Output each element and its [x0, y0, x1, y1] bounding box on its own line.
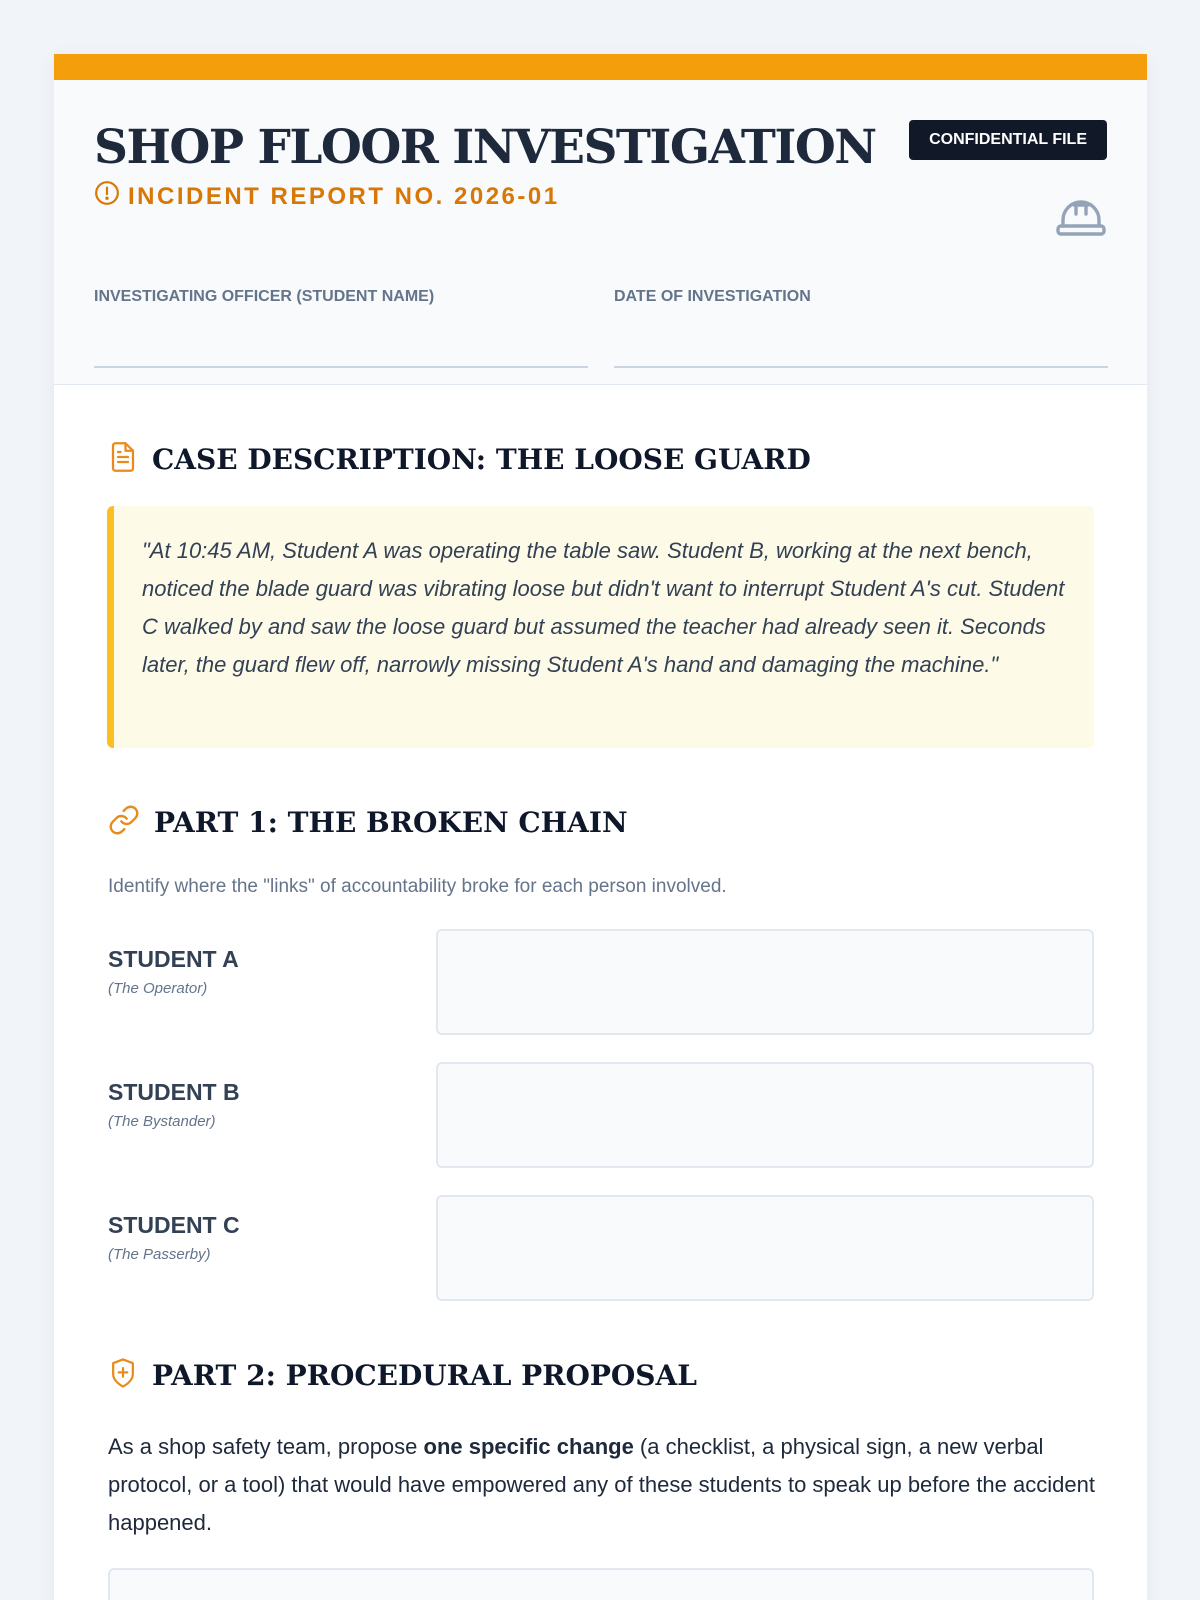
part1-section-header: [108, 804, 628, 841]
student-b-name: STUDENT B: [108, 1079, 240, 1105]
hard-hat-icon: [1055, 196, 1107, 243]
report-number: [94, 180, 560, 213]
part1-instructions: Identify where the "links" of accountability broke for each person involved.: [108, 876, 727, 897]
case-section-title: CASE DESCRIPTION: THE LOOSE GUARD: [152, 443, 811, 476]
date-field-label: DATE OF INVESTIGATION: [614, 288, 811, 305]
part2-instructions: [108, 1428, 1098, 1542]
link-icon: [108, 804, 140, 841]
date-field[interactable]: [614, 366, 1108, 368]
officer-field-label: INVESTIGATING OFFICER (STUDENT NAME): [94, 288, 435, 305]
student-a-answer-box[interactable]: [436, 929, 1094, 1035]
case-section-header: [108, 440, 811, 479]
student-c-name: STUDENT C: [108, 1212, 240, 1238]
proposal-answer-box[interactable]: [108, 1568, 1094, 1600]
part2-section-header: [108, 1357, 697, 1394]
part2-text-start: As a shop safety team, propose: [108, 1434, 424, 1459]
student-a-role: (The Operator): [108, 980, 208, 997]
part2-section-title: PART 2: PROCEDURAL PROPOSAL: [152, 1359, 697, 1392]
officer-name-field[interactable]: [94, 366, 588, 368]
student-c-answer-box[interactable]: [436, 1195, 1094, 1301]
alert-circle-icon: [94, 180, 120, 213]
student-b-answer-box[interactable]: [436, 1062, 1094, 1168]
report-number-text: INCIDENT REPORT NO. 2026-01: [128, 182, 560, 210]
page-title: SHOP FLOOR INVESTIGATION: [94, 120, 876, 175]
case-description: "At 10:45 AM, Student A was operating the table saw. Student B, working at the next bench, noticed the blade guard was vibrating loose but didn't want to interrupt Student A's cut. Student C walked by and saw the loose guard but assumed the teacher had already seen it. Seconds later, the guard flew off, narrowly missing Student A's hand and damaging the machine.": [107, 506, 1094, 748]
student-c-role: (The Passerby): [108, 1246, 211, 1263]
accent-bar: [54, 54, 1147, 80]
part1-section-title: PART 1: THE BROKEN CHAIN: [154, 806, 628, 839]
report-header: [54, 80, 1147, 385]
part2-text-end: (a checklist, a physical sign, a new verbal protocol, or a tool) that would have empowered any of these students to speak up before the accident happened.: [108, 1434, 1095, 1535]
document-icon: [108, 440, 138, 479]
worksheet: [54, 54, 1147, 1600]
student-a-name: STUDENT A: [108, 946, 239, 972]
shield-plus-icon: [108, 1357, 138, 1394]
student-b-role: (The Bystander): [108, 1113, 216, 1130]
part2-text-emphasis: one specific change: [423, 1434, 634, 1459]
confidential-badge: CONFIDENTIAL FILE: [909, 120, 1107, 160]
